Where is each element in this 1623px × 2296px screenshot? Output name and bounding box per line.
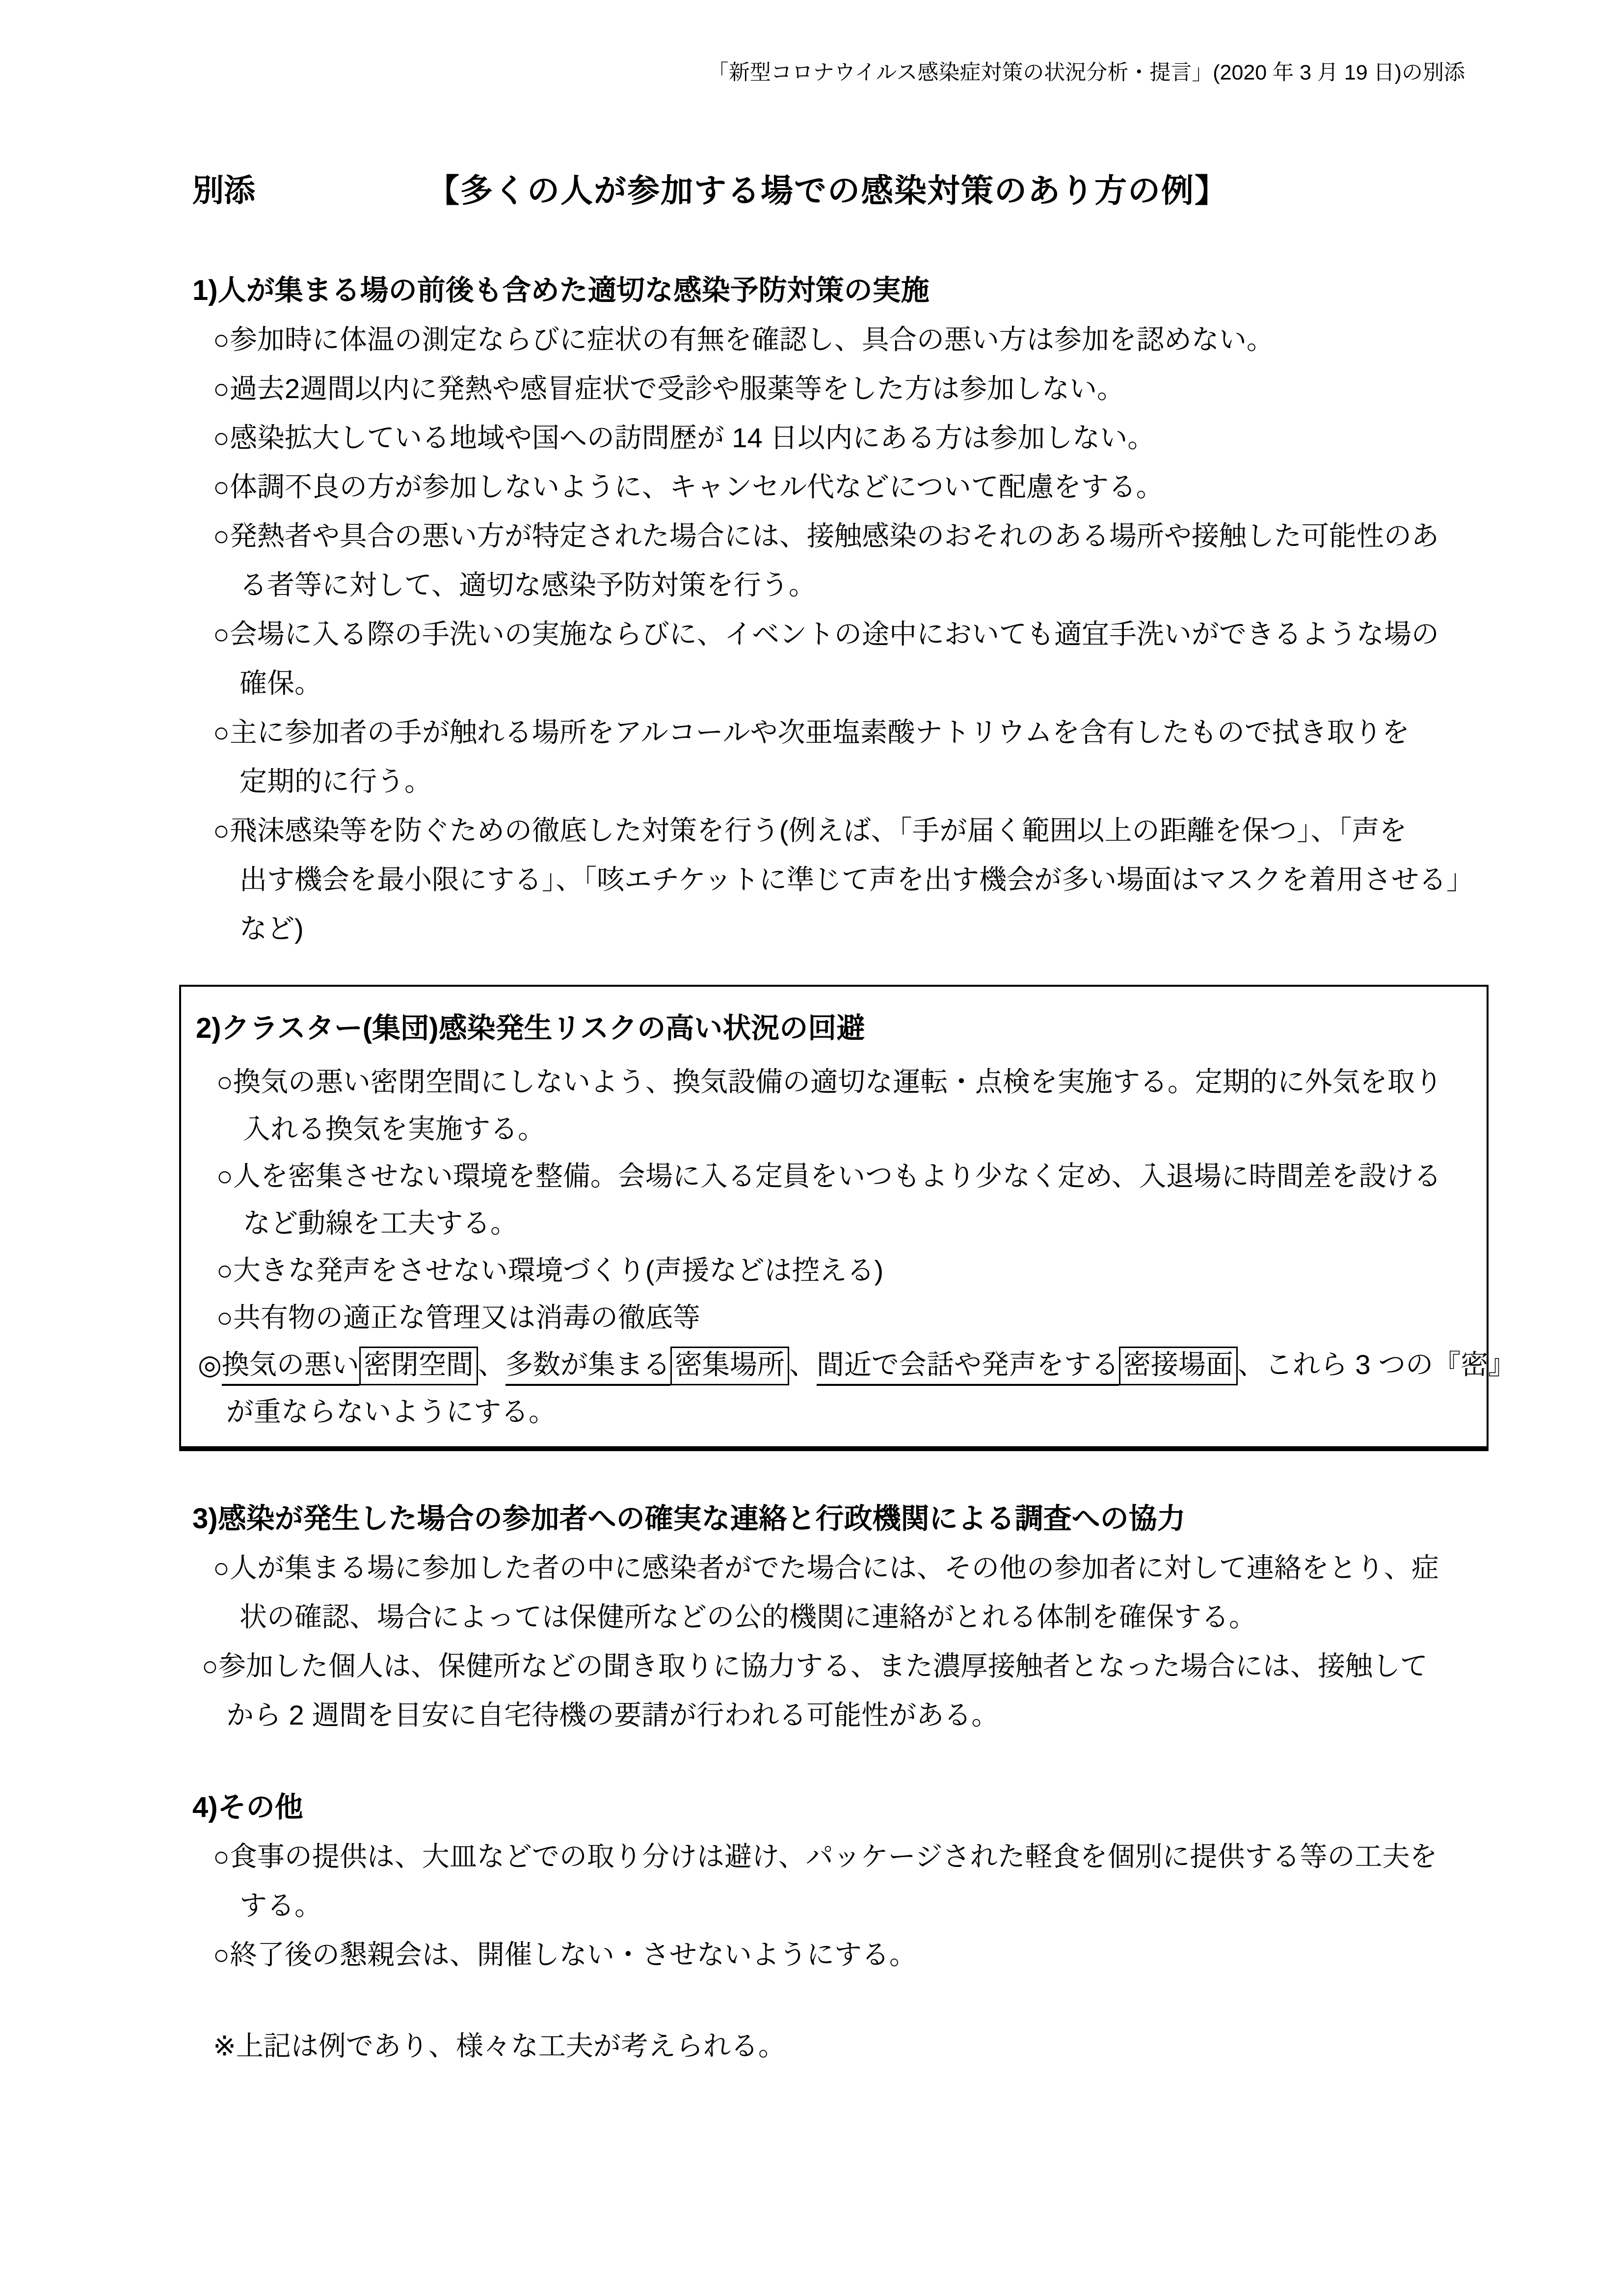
- section1-list: [192, 315, 1474, 953]
- section2-cluster-box: [179, 985, 1516, 1451]
- s1-bullet-3: ○感染拡大している地域や国への訪問歴が 14 日以内にある方は参加しない。: [213, 422, 1155, 453]
- three-mitsu-comma-1: 、: [478, 1349, 506, 1380]
- s1-bullet-7: ○主に参加者の手が触れる場所をアルコールや次亜塩素酸ナトリウムを含有したもので拭き取りを: [213, 717, 1410, 748]
- three-mitsu-tail: 、これら 3 つの『密』: [1237, 1349, 1516, 1380]
- s1-bullet-4: ○体調不良の方が参加しないように、キャンセル代などについて配慮をする。: [213, 471, 1164, 502]
- three-mitsu-underline-3: 間近で会話や発声をする: [817, 1349, 1119, 1386]
- header-reference-note: 「新型コロナウイルス感染症対策の状況分析・提言」(2020 年 3 月 19 日)の別添: [707, 61, 1465, 84]
- s1-bullet-5: ○発熱者や具合の悪い方が特定された場合には、接触感染のおそれのある場所や接触した可能性のあ: [213, 520, 1439, 551]
- s3-bullet-2-cont: から 2 週間を目安に自宅待機の要請が行われる可能性がある。: [226, 1700, 999, 1730]
- three-mitsu-line: [196, 1341, 1516, 1388]
- section1-heading: 1)人が集まる場の前後も含めた適切な感染予防対策の実施: [192, 274, 930, 306]
- section3-heading: 3)感染が発生した場合の参加者への確実な連絡と行政機関による調査への協力: [192, 1503, 1186, 1535]
- s3-bullet-1-cont: 状の確認、場合によっては保健所などの公的機関に連絡がとれる体制を確保する。: [239, 1601, 1256, 1632]
- s4-bullet-2: ○終了後の懇親会は、開催しない・させないようにする。: [213, 1939, 917, 1970]
- s1-bullet-8-cont: 出す機会を最小限にする」、「咳エチケットに準じて声を出す機会が多い場面はマスクを着用させる」: [239, 864, 1474, 895]
- s1-bullet-1: ○参加時に体温の測定ならびに症状の有無を確認し、具合の悪い方は参加を認めない。: [213, 324, 1274, 355]
- s2-bullet-4: ○共有物の適正な管理又は消毒の徹底等: [216, 1302, 700, 1333]
- three-mitsu-term-missetsu: 密接場面: [1119, 1347, 1238, 1385]
- s2-bullet-2: ○人を密集させない環境を整備。会場に入る定員をいつもより少なく定め、入退場に時間差を設ける: [216, 1161, 1441, 1191]
- s3-bullet-1: ○人が集まる場に参加した者の中に感染者がでた場合には、その他の参加者に対して連絡をとり、症: [213, 1552, 1439, 1583]
- s1-bullet-8-cont2: など): [239, 913, 304, 944]
- footnote: ※上記は例であり、様々な工夫が考えられる。: [213, 2030, 786, 2061]
- s2-bullet-1: ○換気の悪い密閉空間にしないよう、換気設備の適切な運転・点検を実施する。定期的に外気を取り: [216, 1066, 1442, 1097]
- three-mitsu-term-misshu: 密集場所: [670, 1347, 789, 1385]
- three-mitsu-comma-2: 、: [789, 1349, 817, 1380]
- s4-bullet-1: ○食事の提供は、大皿などでの取り分けは避け、パッケージされた軽食を個別に提供する等の工夫を: [213, 1841, 1437, 1872]
- attachment-label: 別添: [192, 173, 255, 208]
- s2-bullet-1-cont: 入れる換気を実施する。: [243, 1113, 545, 1144]
- section3-list: [192, 1543, 1465, 1740]
- section2-heading: 2)クラスター(集団)感染発生リスクの高い状況の回避: [196, 1012, 865, 1044]
- s3-bullet-2: ○参加した個人は、保健所などの聞き取りに協力する、また濃厚接触者となった場合には、接触して: [202, 1650, 1428, 1681]
- s1-bullet-7-cont: 定期的に行う。: [239, 766, 432, 797]
- page-title: 【多くの人が参加する場での感染対策のあり方の例】: [427, 172, 1228, 209]
- three-mitsu-underline-1: 換気の悪い: [222, 1349, 359, 1386]
- s1-bullet-8: ○飛沫感染等を防ぐための徹底した対策を行う(例えば、「手が届く範囲以上の距離を保つ」、「声を: [213, 815, 1407, 846]
- s4-bullet-1-cont: する。: [239, 1890, 322, 1921]
- s2-bullet-3: ○大きな発声をさせない環境づくり(声援などは控える): [216, 1255, 884, 1286]
- s1-bullet-6: ○会場に入る際の手洗いの実施ならびに、イベントの途中においても適宜手洗いができるような場の: [213, 619, 1439, 649]
- three-mitsu-term-heimitsu: 密閉空間: [359, 1347, 478, 1385]
- s1-bullet-5-cont: る者等に対して、適切な感染予防対策を行う。: [239, 569, 816, 600]
- section4-list: [192, 1832, 1465, 1979]
- s1-bullet-2: ○過去2週間以内に発熱や感冒症状で受診や服薬等をした方は参加しない。: [213, 373, 1124, 404]
- three-mitsu-marker: ◎: [198, 1349, 222, 1380]
- section4-heading: 4)その他: [192, 1791, 303, 1823]
- three-mitsu-underline-2: 多数が集まる: [506, 1349, 670, 1386]
- three-mitsu-cont: が重ならないようにする。: [226, 1396, 556, 1427]
- s2-bullet-2-cont: など動線を工夫する。: [243, 1208, 518, 1239]
- title-row: [192, 170, 1465, 211]
- s1-bullet-6-cont: 確保。: [239, 668, 322, 699]
